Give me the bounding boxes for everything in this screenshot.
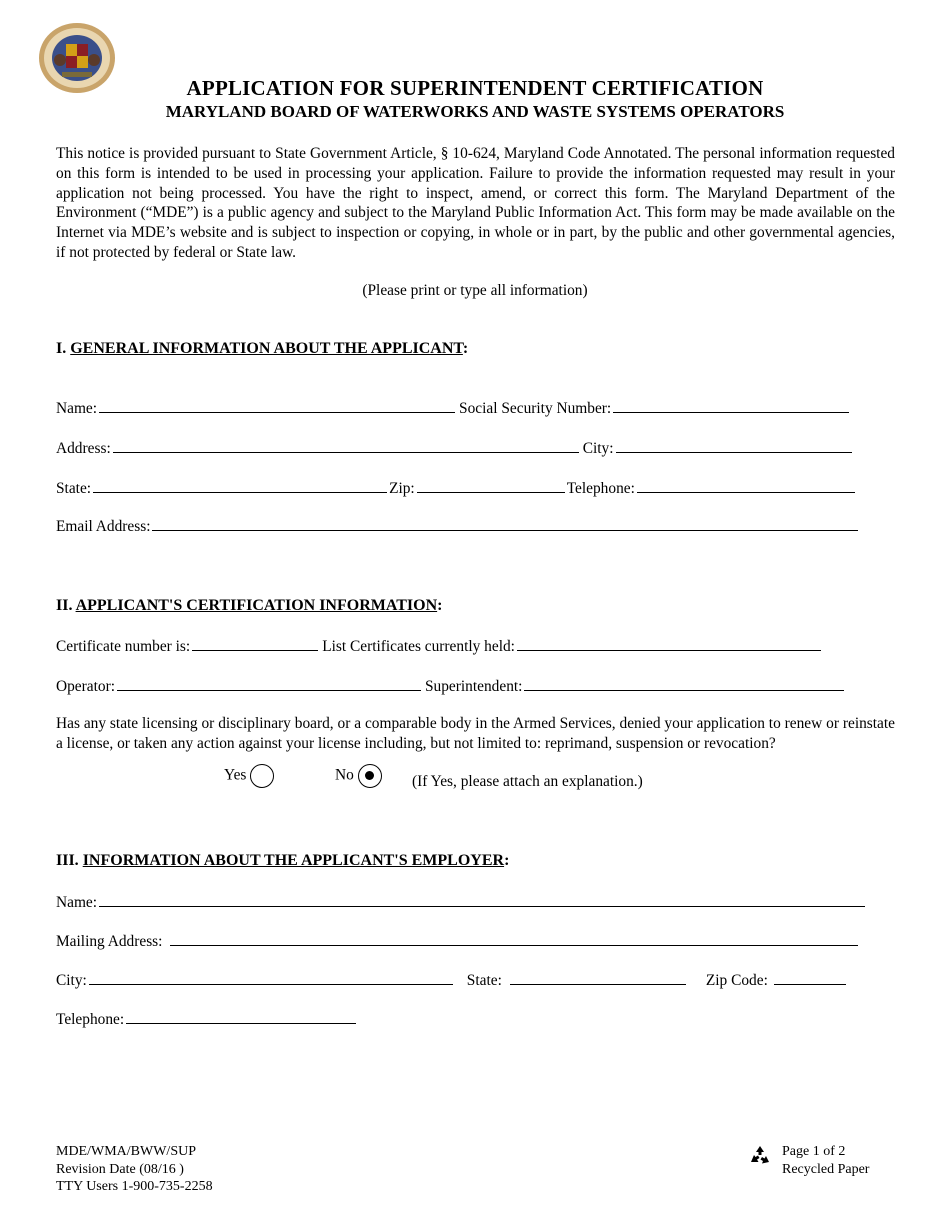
- applicant-zip-field[interactable]: [417, 478, 565, 493]
- certificate-row: [56, 636, 896, 656]
- employer-mailing-label: Mailing Address:: [56, 933, 163, 950]
- certificate-number-field[interactable]: [192, 636, 318, 651]
- applicant-state-field[interactable]: [93, 478, 387, 493]
- section-2-title: APPLICANT'S CERTIFICATION INFORMATION: [75, 597, 438, 614]
- form-title: APPLICATION FOR SUPERINTENDENT CERTIFICATION: [186, 76, 764, 100]
- employer-name-field[interactable]: [99, 892, 865, 907]
- footer-left: [56, 1143, 213, 1196]
- applicant-telephone-field[interactable]: [637, 478, 855, 493]
- yes-label: Yes: [224, 766, 247, 784]
- employer-city-row: [56, 970, 896, 990]
- operator-row: [56, 676, 896, 696]
- revision-date: Revision Date (08/16 ): [56, 1161, 184, 1177]
- applicant-name-field[interactable]: [99, 398, 455, 413]
- section-1-heading: I. GENERAL INFORMATION ABOUT THE APPLICANT:: [56, 340, 469, 357]
- section-1-number: I.: [56, 340, 67, 357]
- certificate-number-label: Certificate number is:: [56, 638, 191, 655]
- employer-city-label: City:: [56, 972, 87, 989]
- employer-name-label: Name:: [56, 894, 98, 911]
- applicant-city-label: City:: [582, 440, 614, 457]
- list-certificates-field[interactable]: [517, 636, 821, 651]
- employer-zip-field[interactable]: [774, 970, 846, 985]
- section-1-title: GENERAL INFORMATION ABOUT THE APPLICANT: [70, 340, 463, 357]
- ssn-label: Social Security Number:: [459, 400, 612, 417]
- yes-radio[interactable]: [250, 764, 274, 788]
- no-option[interactable]: [335, 764, 382, 788]
- superintendent-label: Superintendent:: [424, 678, 523, 695]
- superintendent-field[interactable]: [524, 676, 844, 691]
- privacy-notice: This notice is provided pursuant to State Government Article, § 10-624, Maryland Code Annotated. The personal information requested on this form is intended to be used in processing your application. Failure to provide the information requested may result in your application not being processed. You have the right to inspect, amend, or correct this form. The Maryland Department of the Environment (“MDE”) is a public agency and subject to the Maryland Public Information Act. This form may be made available on the Internet via MDE’s website and is subject to inspection or copying, in whole or in part, by the public and other governmental agencies, if not protected by federal or State law.: [56, 145, 895, 261]
- employer-state-label: State:: [466, 972, 502, 989]
- applicant-address-field[interactable]: [113, 438, 579, 453]
- employer-telephone-label: Telephone:: [56, 1011, 125, 1028]
- section-2-heading: II. APPLICANT'S CERTIFICATION INFORMATION:: [56, 597, 443, 614]
- operator-field[interactable]: [117, 676, 421, 691]
- applicant-address-label: Address:: [56, 440, 111, 457]
- instruction-text: (Please print or type all information): [362, 282, 588, 299]
- no-label: No: [335, 766, 354, 784]
- section-3-heading: III. INFORMATION ABOUT THE APPLICANT'S EMPLOYER:: [56, 852, 510, 869]
- applicant-name-label: Name:: [56, 400, 98, 417]
- yes-explanation-note: (If Yes, please attach an explanation.): [412, 773, 643, 790]
- applicant-name-row: [56, 398, 896, 418]
- applicant-state-label: State:: [56, 480, 92, 497]
- form-id: MDE/WMA/BWW/SUP: [56, 1144, 196, 1159]
- list-certificates-label: List Certificates currently held:: [322, 638, 515, 655]
- employer-telephone-row: [56, 1009, 896, 1029]
- operator-label: Operator:: [56, 678, 115, 695]
- applicant-city-field[interactable]: [616, 438, 852, 453]
- employer-name-row: [56, 892, 896, 912]
- applicant-zip-label: Zip:: [389, 480, 415, 497]
- employer-mailing-field[interactable]: [170, 931, 858, 946]
- section-2-number: II.: [56, 597, 73, 614]
- employer-city-field[interactable]: [89, 970, 453, 985]
- form-subtitle: MARYLAND BOARD OF WATERWORKS AND WASTE SYSTEMS OPERATORS: [165, 102, 785, 121]
- employer-zip-label: Zip Code:: [705, 972, 768, 989]
- applicant-email-label: Email Address:: [56, 518, 151, 535]
- employer-telephone-field[interactable]: [126, 1009, 356, 1024]
- applicant-state-row: [56, 478, 896, 498]
- section-3-title: INFORMATION ABOUT THE APPLICANT'S EMPLOYER: [82, 852, 505, 869]
- yes-option[interactable]: [224, 764, 274, 788]
- applicant-email-field[interactable]: [152, 516, 858, 531]
- footer-right: [782, 1143, 869, 1178]
- tty-number: TTY Users 1-900-735-2258: [56, 1179, 213, 1194]
- employer-state-field[interactable]: [510, 970, 686, 985]
- applicant-address-row: [56, 438, 896, 458]
- applicant-email-row: [56, 516, 896, 536]
- page-number: Page 1 of 2: [782, 1144, 846, 1159]
- disciplinary-question: Has any state licensing or disciplinary board, or a comparable body in the Armed Services, denied your application to renew or reinstate a license, or taken any action against your license including, but not limited to: reprimand, suspension or revocation?: [56, 715, 895, 752]
- section-3-number: III.: [56, 852, 79, 869]
- recycled-paper-label: Recycled Paper: [782, 1161, 870, 1177]
- recycle-icon: [748, 1144, 772, 1168]
- applicant-telephone-label: Telephone:: [566, 480, 635, 497]
- no-radio[interactable]: [358, 764, 382, 788]
- employer-mailing-row: [56, 931, 896, 951]
- ssn-field[interactable]: [613, 398, 849, 413]
